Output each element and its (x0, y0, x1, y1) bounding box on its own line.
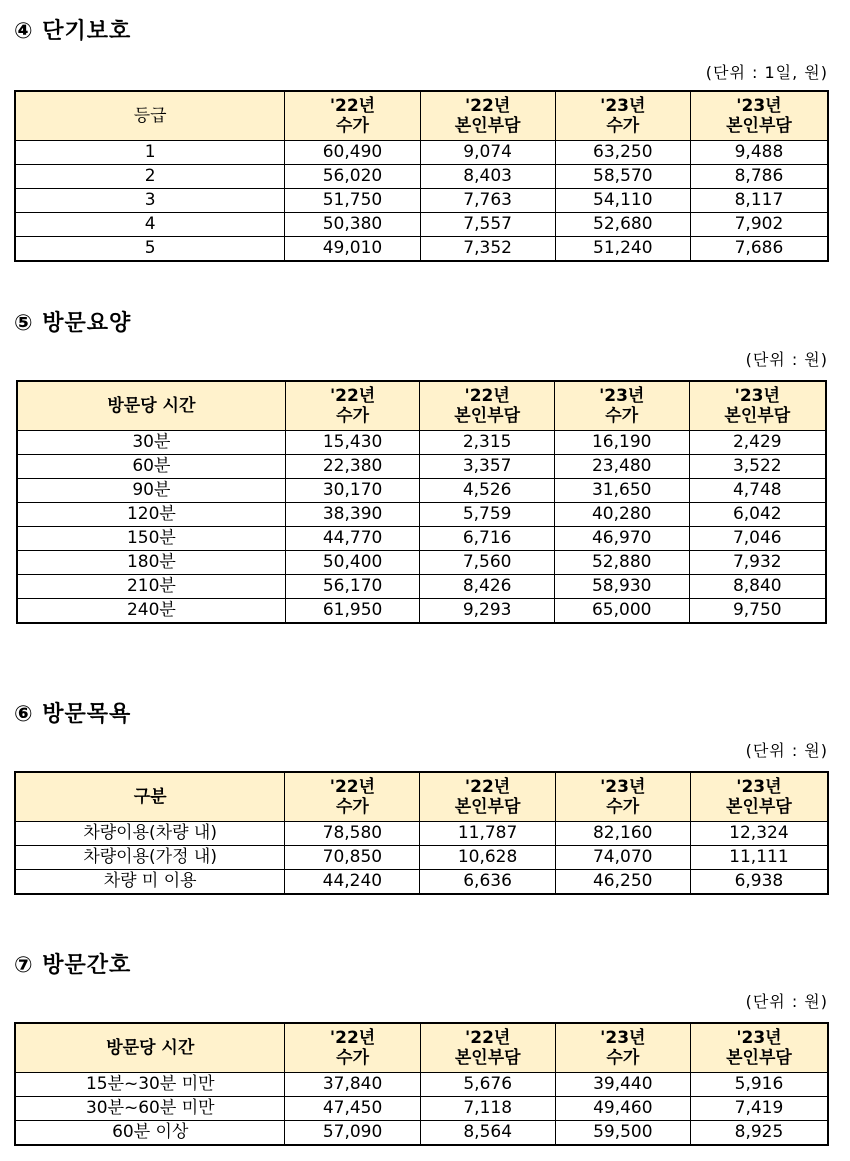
cell-row-label: 120분 (17, 503, 285, 527)
table-row (15, 1097, 828, 1121)
cell-row-label: 30분~60분 미만 (15, 1097, 285, 1121)
table-row (15, 213, 828, 237)
table-row (15, 846, 828, 870)
cell-copay-2023: 7,932 (689, 551, 826, 575)
cell-copay-2023: 7,686 (690, 237, 828, 262)
cell-fee-2023: 74,070 (555, 846, 690, 870)
cell-copay-2022: 7,352 (420, 237, 555, 262)
cell-fee-2022: 60,490 (285, 141, 420, 165)
cell-copay-2023: 8,786 (690, 165, 828, 189)
cell-copay-2023: 12,324 (690, 822, 828, 846)
unit-label: (단위 : 원) (745, 741, 828, 760)
cell-copay-2022: 8,403 (420, 165, 555, 189)
table-row (15, 189, 828, 213)
section-title-home-bathing: ⑥ 방문목욕 (14, 702, 132, 727)
cell-copay-2022: 6,716 (420, 527, 554, 551)
cell-copay-2022: 9,293 (420, 599, 554, 624)
table-row (17, 575, 826, 599)
section-title-short-term-care: ④ 단기보호 (14, 19, 132, 44)
cell-copay-2023: 7,419 (690, 1097, 828, 1121)
cell-fee-2022: 22,380 (285, 455, 420, 479)
table-row (17, 455, 826, 479)
cell-fee-2022: 56,170 (285, 575, 420, 599)
cell-copay-2023: 6,938 (690, 870, 828, 895)
table-row (17, 551, 826, 575)
cell-fee-2023: 58,570 (555, 165, 690, 189)
table-row (17, 527, 826, 551)
cell-row-label: 차량이용(가정 내) (15, 846, 285, 870)
cell-copay-2023: 9,750 (689, 599, 826, 624)
fee-table-home-care (16, 380, 827, 624)
cell-fee-2023: 46,970 (554, 527, 689, 551)
table-row (15, 141, 828, 165)
cell-row-label: 60분 (17, 455, 285, 479)
header-22-copay: '22년 본인부담 (420, 381, 554, 431)
cell-copay-2023: 4,748 (689, 479, 826, 503)
cell-fee-2023: 51,240 (555, 237, 690, 262)
cell-fee-2022: 47,450 (285, 1097, 420, 1121)
cell-fee-2023: 59,500 (555, 1121, 690, 1146)
table-row (15, 237, 828, 262)
cell-copay-2022: 2,315 (420, 431, 554, 455)
cell-fee-2023: 82,160 (555, 822, 690, 846)
cell-fee-2022: 37,840 (285, 1073, 420, 1097)
cell-fee-2023: 52,680 (555, 213, 690, 237)
header-22-fee: '22년 수가 (285, 772, 420, 822)
cell-row-label: 차량 미 이용 (15, 870, 285, 895)
header-23-fee: '23년 수가 (555, 772, 690, 822)
header-22-copay: '22년 본인부담 (420, 772, 555, 822)
cell-row-label: 15분~30분 미만 (15, 1073, 285, 1097)
cell-copay-2023: 8,117 (690, 189, 828, 213)
header-23-fee: '23년 수가 (555, 91, 690, 141)
header-grade: 등급 (15, 91, 285, 141)
cell-copay-2023: 8,925 (690, 1121, 828, 1146)
cell-copay-2022: 7,763 (420, 189, 555, 213)
cell-copay-2023: 2,429 (689, 431, 826, 455)
table-row (15, 1073, 828, 1097)
table-row (17, 479, 826, 503)
cell-fee-2023: 54,110 (555, 189, 690, 213)
cell-copay-2023: 5,916 (690, 1073, 828, 1097)
unit-label: (단위 : 원) (745, 992, 828, 1011)
unit-label: (단위 : 원) (745, 350, 828, 369)
cell-fee-2022: 30,170 (285, 479, 420, 503)
cell-fee-2022: 61,950 (285, 599, 420, 624)
header-23-copay: '23년 본인부담 (690, 1023, 828, 1073)
cell-row-label: 210분 (17, 575, 285, 599)
cell-fee-2023: 58,930 (554, 575, 689, 599)
fee-table-home-bathing (14, 771, 829, 895)
header-23-copay: '23년 본인부담 (690, 772, 828, 822)
table-row (15, 165, 828, 189)
cell-fee-2022: 51,750 (285, 189, 420, 213)
cell-row-label: 150분 (17, 527, 285, 551)
header-time-per-visit: 방문당 시간 (17, 381, 285, 431)
section-title-home-care: ⑤ 방문요양 (14, 311, 132, 336)
table-row (17, 503, 826, 527)
unit-label: (단위 : 1일, 원) (705, 63, 828, 82)
header-22-copay: '22년 본인부담 (420, 1023, 555, 1073)
cell-fee-2022: 78,580 (285, 822, 420, 846)
cell-row-label: 240분 (17, 599, 285, 624)
cell-row-label: 90분 (17, 479, 285, 503)
cell-copay-2023: 9,488 (690, 141, 828, 165)
cell-fee-2023: 23,480 (554, 455, 689, 479)
header-23-fee: '23년 수가 (554, 381, 689, 431)
table-row (15, 822, 828, 846)
cell-fee-2022: 49,010 (285, 237, 420, 262)
fee-table-home-nursing (14, 1022, 829, 1146)
cell-copay-2022: 4,526 (420, 479, 554, 503)
cell-copay-2022: 6,636 (420, 870, 555, 895)
cell-copay-2023: 3,522 (689, 455, 826, 479)
cell-row-label: 1 (15, 141, 285, 165)
header-category: 구분 (15, 772, 285, 822)
cell-row-label: 2 (15, 165, 285, 189)
table-row (15, 1121, 828, 1146)
cell-fee-2023: 65,000 (554, 599, 689, 624)
cell-copay-2022: 8,564 (420, 1121, 555, 1146)
cell-row-label: 30분 (17, 431, 285, 455)
cell-copay-2022: 7,557 (420, 213, 555, 237)
cell-copay-2023: 11,111 (690, 846, 828, 870)
cell-fee-2023: 31,650 (554, 479, 689, 503)
cell-fee-2022: 44,240 (285, 870, 420, 895)
cell-copay-2022: 7,118 (420, 1097, 555, 1121)
section-title-home-nursing: ⑦ 방문간호 (14, 953, 132, 978)
cell-fee-2022: 56,020 (285, 165, 420, 189)
cell-fee-2023: 16,190 (554, 431, 689, 455)
cell-fee-2023: 40,280 (554, 503, 689, 527)
cell-copay-2023: 6,042 (689, 503, 826, 527)
cell-fee-2022: 38,390 (285, 503, 420, 527)
cell-fee-2023: 49,460 (555, 1097, 690, 1121)
cell-copay-2022: 10,628 (420, 846, 555, 870)
cell-copay-2022: 5,759 (420, 503, 554, 527)
header-23-copay: '23년 본인부담 (689, 381, 826, 431)
header-time-per-visit: 방문당 시간 (15, 1023, 285, 1073)
cell-fee-2022: 44,770 (285, 527, 420, 551)
cell-copay-2022: 9,074 (420, 141, 555, 165)
cell-row-label: 180분 (17, 551, 285, 575)
fee-table-short-term-care (14, 90, 829, 262)
cell-fee-2022: 50,400 (285, 551, 420, 575)
cell-copay-2023: 8,840 (689, 575, 826, 599)
cell-copay-2022: 8,426 (420, 575, 554, 599)
header-22-copay: '22년 본인부담 (420, 91, 555, 141)
cell-fee-2023: 63,250 (555, 141, 690, 165)
header-22-fee: '22년 수가 (285, 91, 420, 141)
cell-row-label: 차량이용(차량 내) (15, 822, 285, 846)
cell-fee-2022: 57,090 (285, 1121, 420, 1146)
header-22-fee: '22년 수가 (285, 381, 420, 431)
cell-fee-2023: 46,250 (555, 870, 690, 895)
table-row (17, 599, 826, 624)
table-row (17, 431, 826, 455)
cell-copay-2022: 5,676 (420, 1073, 555, 1097)
cell-fee-2022: 70,850 (285, 846, 420, 870)
cell-fee-2022: 15,430 (285, 431, 420, 455)
cell-fee-2022: 50,380 (285, 213, 420, 237)
cell-copay-2022: 7,560 (420, 551, 554, 575)
cell-copay-2022: 3,357 (420, 455, 554, 479)
cell-row-label: 4 (15, 213, 285, 237)
cell-copay-2023: 7,902 (690, 213, 828, 237)
table-row (15, 870, 828, 895)
cell-fee-2023: 39,440 (555, 1073, 690, 1097)
cell-copay-2023: 7,046 (689, 527, 826, 551)
cell-row-label: 60분 이상 (15, 1121, 285, 1146)
cell-copay-2022: 11,787 (420, 822, 555, 846)
cell-row-label: 3 (15, 189, 285, 213)
header-23-fee: '23년 수가 (555, 1023, 690, 1073)
header-23-copay: '23년 본인부담 (690, 91, 828, 141)
cell-row-label: 5 (15, 237, 285, 262)
cell-fee-2023: 52,880 (554, 551, 689, 575)
header-22-fee: '22년 수가 (285, 1023, 420, 1073)
